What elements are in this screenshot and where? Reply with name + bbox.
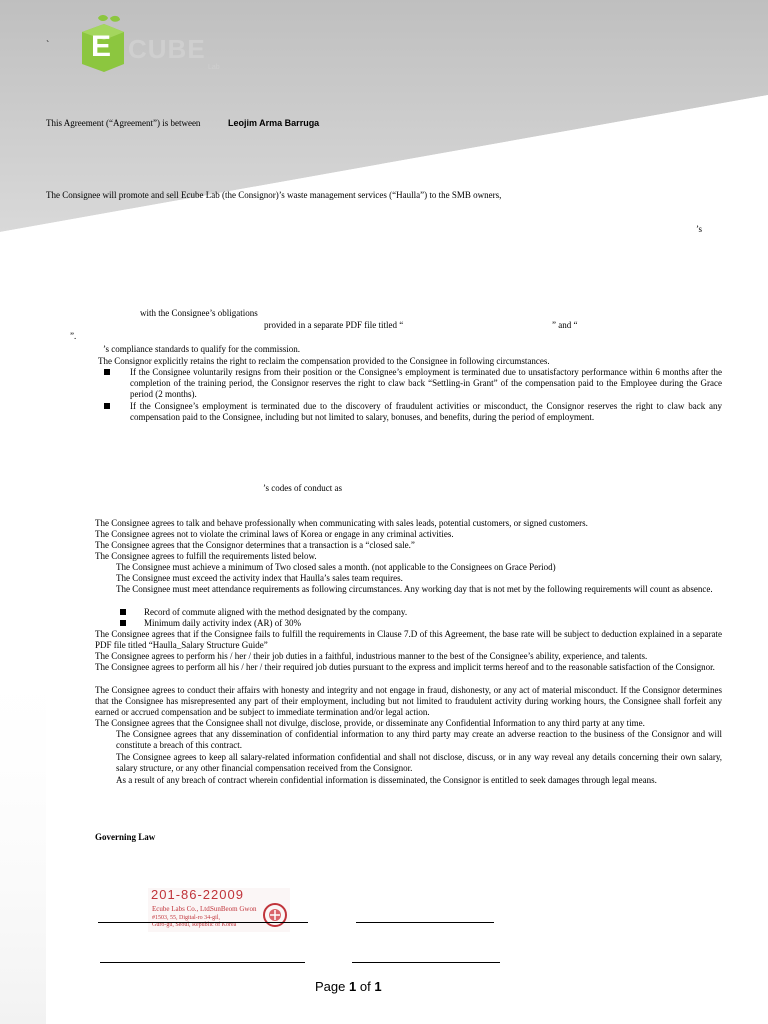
bullet-square-icon (104, 369, 110, 375)
signature-line (98, 922, 308, 923)
page-total: 1 (374, 979, 382, 994)
page-of: of (359, 979, 371, 994)
pdf-line-c: ”. (70, 331, 77, 341)
signature-line (100, 962, 305, 963)
compliance-text: ’s compliance standards to qualify for the commission. (103, 344, 300, 354)
stamp-address: Guro-gu, Seoul, Republic of Korea (152, 922, 237, 928)
requirement-item: The Consignee must exceed the activity index that Haulla’s sales team requires. (116, 573, 403, 583)
page-number: 1 (349, 979, 357, 994)
ecube-logo (76, 14, 236, 74)
conduct-item: The Consignee agrees that the Consignor determines that a transaction is a “closed sale.” (95, 540, 415, 550)
reclaim-lead: The Consignor explicitly retains the right to reclaim the compensation provided to the Consignee in following circumstances. (98, 356, 550, 366)
pdf-line-a: provided in a separate PDF file titled “ (264, 320, 404, 330)
reclaim-item: If the Consignee voluntarily resigns from their position or the Consignee’s employment is terminated due to unsatisfactory performance within 6 months after the completion of the training period, the Consignor reserves the right to claw back “Settling-in Grant” of the compensation paid to the Employee during the Grace period (2 months). (130, 367, 722, 399)
conduct-item: The Consignee agrees to perform his / her / their job duties in a faithful, industrious manner to the best of the Consignee’s ability, experience, and talents. (95, 651, 648, 661)
attendance-item: Minimum daily activity index (AR) of 30% (144, 618, 301, 628)
consignee-name: Leojim Arma Barruga (228, 118, 320, 128)
confidential-item: As a result of any breach of contract wherein confidential information is disseminated, the Consignor is entitled to seek damages through legal means. (116, 775, 657, 785)
confidential-item: The Consignee agrees to keep all salary-related information confidential and shall not disclose, discuss, or in any way reveal any details concerning their own salary, salary structure, or any other financial compensation received from the Consignor. (116, 752, 722, 773)
requirement-item: The Consignee must meet attendance requirements as following circumstances. Any working day that is not met by the following requirements will count as absence. (116, 584, 713, 594)
conduct-item: The Consignee agrees to fulfill the requirements listed below. (95, 551, 317, 561)
logo-sub: Lab (208, 64, 220, 71)
tick-mark: ` (46, 40, 50, 51)
company-stamp (148, 888, 290, 932)
reclaim-item: If the Consignee’s employment is terminated due to the discovery of fraudulent activities or misconduct, the Consignor reserves the right to claw back any compensation paid to the Consignee, including but not limited to salary, bonuses, and benefits, during the period of employment. (130, 401, 722, 422)
conduct-fragment: ’s codes of conduct as (263, 483, 342, 493)
page-counter (315, 979, 382, 995)
bullet-square-icon (120, 609, 126, 615)
stamp-person: SunBeom Gwon (210, 905, 257, 913)
conduct-item: The Consignee agrees not to violate the criminal laws of Korea or engage in any criminal activities. (95, 529, 454, 539)
governing-law-heading: Governing Law (95, 832, 156, 842)
seal-icon (262, 902, 288, 928)
stamp-address: #1503, 55, Digital-ro 34-gil, (152, 915, 220, 921)
conduct-item: The Consignee agrees to perform all his / her / their required job duties pursuant to the express and implicit terms hereof and to the reasonable satisfaction of the Consignor. (95, 662, 715, 672)
date-line (352, 962, 500, 963)
page-label: Page (315, 979, 346, 994)
promote-text: The Consignee will promote and sell Ecube Lab (the Consignor)’s waste management services (“Haulla”) to the SMB owners, (46, 190, 502, 200)
logo-wordmark: CUBE (128, 34, 206, 64)
logo-letter: E (91, 30, 112, 63)
conduct-item: The Consignee agrees that if the Consignee fails to fulfill the requirements in Clause 7.D of this Agreement, the base rate will be subject to deduction explained in a separate PDF file titled “Haulla_Salary Structure Guide” (95, 629, 722, 650)
conduct-item: The Consignee agrees that the Consignee shall not divulge, disclose, provide, or disseminate any Confidential Information to any third party at any time. (95, 718, 645, 728)
bullet-square-icon (120, 620, 126, 626)
fragment-apostrophe: ’s (696, 224, 703, 234)
intro-text: This Agreement (“Agreement”) is between (46, 118, 201, 128)
confidential-item: The Consignee agrees that any dissemination of confidential information to any third party may create an adverse reaction to the business of the Consignor and will constitute a breach of this contract. (116, 729, 722, 750)
conduct-item: The Consignee agrees to talk and behave professionally when communicating with sales leads, potential customers, or signed customers. (95, 518, 588, 528)
attendance-item: Record of commute aligned with the method designated by the company. (144, 607, 408, 617)
conduct-item: The Consignee agrees to conduct their affairs with honesty and integrity and not engage in fraud, dishonesty, or any act of material misconduct. If the Consignor determines that the Consignee has misrepresented any part of their employment, including but not limited to fraudulent activity during working hours, the Consignee shall forfeit any earned or accrued compensation and be subject to immediate termination and/or legal action. (95, 685, 722, 717)
date-line (356, 922, 494, 923)
requirement-item: The Consignee must achieve a minimum of Two closed sales a month. (not applicable to the Consignees on Grace Period) (116, 562, 556, 572)
bullet-square-icon (104, 403, 110, 409)
obligations-text: with the Consignee’s obligations (140, 308, 258, 318)
pdf-line-b: ” and “ (552, 320, 578, 330)
stamp-company: Ecube Labs Co., Ltd. (152, 905, 212, 913)
stamp-number: 201-86-22009 (151, 887, 244, 902)
